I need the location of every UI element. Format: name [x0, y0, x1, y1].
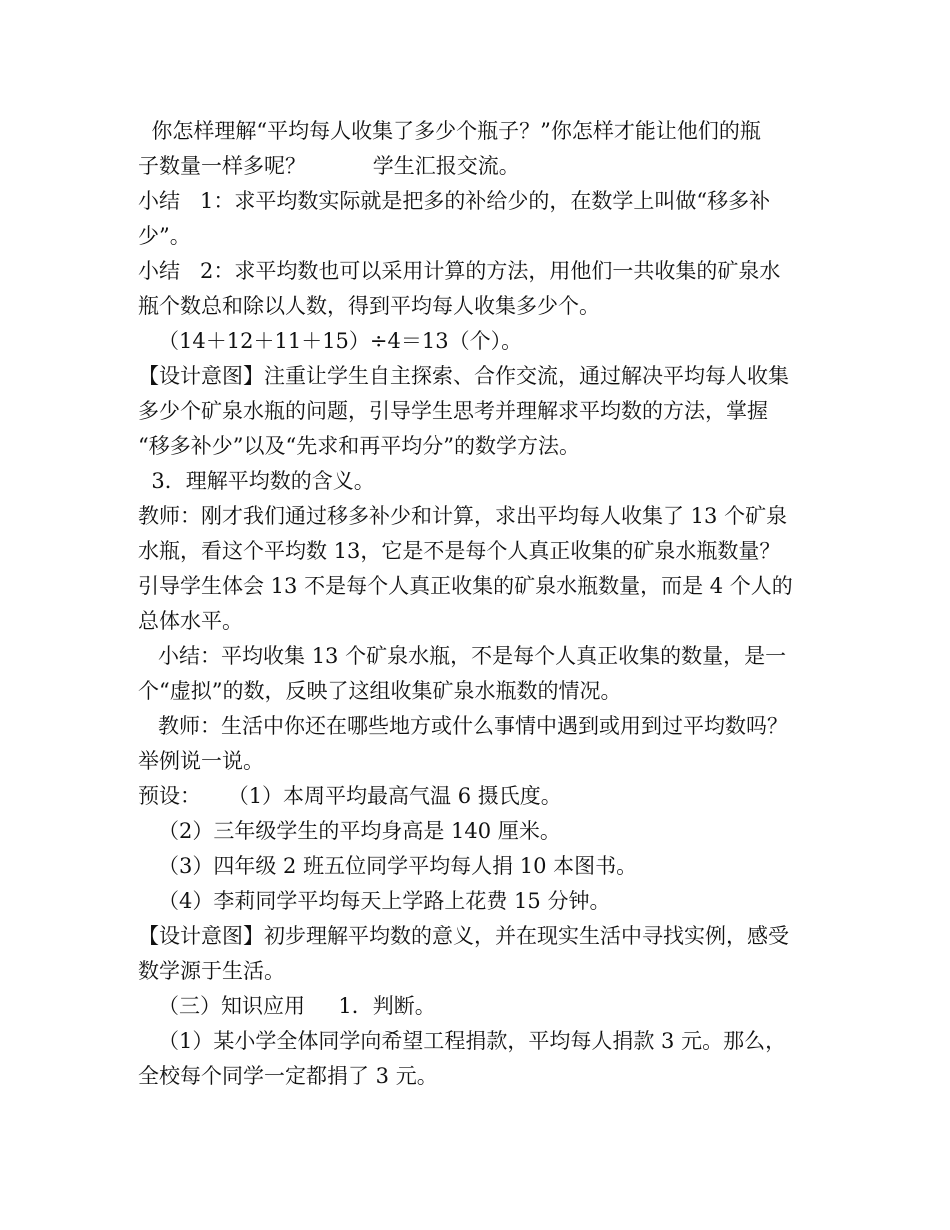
text-line: 数学源于生活。: [138, 959, 285, 983]
document-body: [138, 114, 818, 1094]
text-line: 水瓶，看这个平均数 13，它是不是每个人真正收集的矿泉水瓶数量？: [138, 539, 781, 563]
text-line: 小结 1：求平均数实际就是把多的补给少的，在数学上叫做“移多补: [138, 189, 771, 213]
text-line: 【设计意图】注重让学生自主探索、合作交流，通过解决平均每人收集: [138, 364, 789, 388]
text-line: （1）某小学全体同学向希望工程捐款，平均每人捐款 3 元。那么，: [138, 1029, 787, 1053]
text-line: 举例说一说。: [138, 749, 264, 773]
text-line: 瓶个数总和除以人数，得到平均每人收集多少个。: [138, 294, 600, 318]
text-line: 少”。: [138, 224, 191, 248]
text-line: 3．理解平均数的含义。: [138, 469, 375, 493]
text-line: （4）李莉同学平均每天上学路上花费 15 分钟。: [138, 889, 611, 913]
text-line: （3）四年级 2 班五位同学平均每人捐 10 本图书。: [138, 854, 638, 878]
text-line: 多少个矿泉水瓶的问题，引导学生思考并理解求平均数的方法，掌握: [138, 399, 768, 423]
text-line: 【设计意图】初步理解平均数的意义，并在现实生活中寻找实例，感受: [138, 924, 789, 948]
text-line: （三）知识应用 1．判断。: [138, 994, 436, 1018]
text-line: 教师：刚才我们通过移多补少和计算，求出平均每人收集了 13 个矿泉: [138, 504, 788, 528]
text-line: （14＋12＋11＋15）÷4＝13（个）。: [138, 329, 523, 353]
text-line: （2）三年级学生的平均身高是 140 厘米。: [138, 819, 561, 843]
text-line: 全校每个同学一定都捐了 3 元。: [138, 1064, 438, 1088]
text-line: 教师：生活中你还在哪些地方或什么事情中遇到或用到过平均数吗？: [138, 714, 789, 738]
text-line: 预设： （1）本周平均最高气温 6 摄氏度。: [138, 784, 562, 808]
text-line: 总体水平。: [138, 609, 243, 633]
text-line: 引导学生体会 13 不是每个人真正收集的矿泉水瓶数量，而是 4 个人的: [138, 574, 793, 598]
text-line: 小结 2：求平均数也可以采用计算的方法，用他们一共收集的矿泉水: [138, 259, 781, 283]
text-line: 子数量一样多呢？ 学生汇报交流。: [138, 154, 520, 178]
text-line: 你怎样理解“平均每人收集了多少个瓶子？”你怎样才能让他们的瓶: [138, 119, 761, 143]
text-line: 小结：平均收集 13 个矿泉水瓶，不是每个人真正收集的数量，是一: [138, 644, 787, 668]
text-line: “移多补少”以及“先求和再平均分”的数学方法。: [138, 434, 580, 458]
text-line: 个“虚拟”的数，反映了这组收集矿泉水瓶数的情况。: [138, 679, 622, 703]
